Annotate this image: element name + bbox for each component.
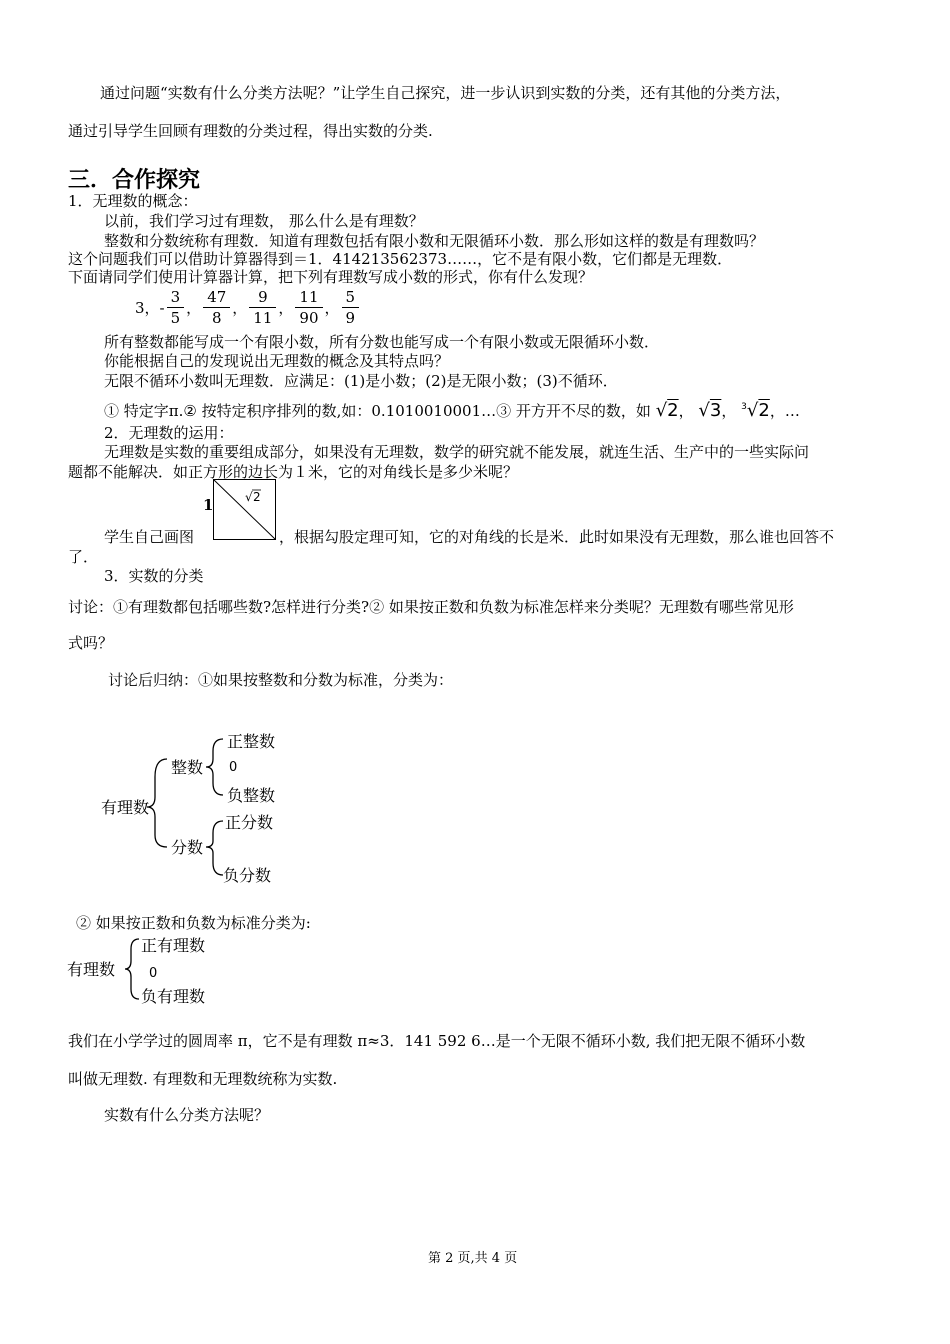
text-line-k-pre: 学生自己画图 xyxy=(104,528,195,546)
tree1-fraction: 分数 xyxy=(171,838,204,857)
tree2-root: 有理数 xyxy=(67,960,116,979)
text-line-c: 这个问题我们可以借助计算器得到＝1．414213562373……，它不是有限小数，它们都是无理数． xyxy=(68,250,733,268)
root-brace xyxy=(147,759,167,847)
tree2-positive: 正有理数 xyxy=(141,936,206,955)
item2-title: 2．无理数的运用： xyxy=(104,424,234,442)
tree2-negative: 负有理数 xyxy=(141,987,206,1006)
diagonal-label: 2 xyxy=(253,490,261,504)
pi-line-1: 我们在小学学过的圆周率 π，它不是有理数 π≈3．141 592 6…是一个无限不循环小数, 我们把无限不循环小数 xyxy=(68,1032,806,1050)
irrational-types: ① 特定字π.② 按特定积序排列的数,如：0.1010010001…③ 开方开不尽的数，如 xyxy=(104,402,651,420)
square-diagonal xyxy=(214,480,276,540)
summary-line: 讨论后归纳：①如果按整数和分数为标准，分类为： xyxy=(108,671,454,689)
text-line-d: 下面请同学们使用计算器计算，把下列有理数写成小数的形式，你有什么发现？ xyxy=(68,268,594,286)
tree1-zero: 0 xyxy=(229,760,238,775)
tree1-negative-fraction: 负分数 xyxy=(223,866,272,885)
fraction-list: 3，- $\frac{3}{5}$ ， $\frac{47}{8}$ ， $\frac{9}{11}$ ， $\frac{11}{90}$ ， $\frac{5}{9}$ xyxy=(135,287,361,328)
text-line-b: 整数和分数统称有理数．知道有理数包括有限小数和无限循环小数．那么形如这样的数是有理数吗？ xyxy=(104,232,765,250)
pi-line-2: 叫做无理数. 有理数和无理数统称为实数. xyxy=(68,1070,338,1088)
item3-title: 3．实数的分类 xyxy=(104,567,204,585)
tree2-brace xyxy=(125,939,139,999)
text-line-f: 你能根据自己的发现说出无理数的概念及其特点吗？ xyxy=(104,352,450,370)
text-line-k-post: ，根据勾股定理可知，它的对角线的长是米．此时如果没有无理数，那么谁也回答不 xyxy=(279,528,835,546)
fraction: $\frac{11}{90}$ xyxy=(295,287,322,328)
text-line-l: 了． xyxy=(68,548,99,566)
classification-tree-integer-fraction xyxy=(95,725,295,890)
tree1-root: 有理数 xyxy=(101,798,150,817)
cbrt-2: $^3$√2 xyxy=(741,400,770,421)
square-diagonal-diagram xyxy=(213,479,277,541)
fraction: $\frac{47}{8}$ xyxy=(203,287,230,328)
intro-line-2: 通过引导学生回顾有理数的分类过程，得出实数的分类. xyxy=(68,122,433,140)
tree1-positive-fraction: 正分数 xyxy=(225,813,274,832)
sqrt-3: √3 xyxy=(698,400,722,421)
integer-brace xyxy=(206,739,223,795)
classification-tree-sign xyxy=(65,933,225,1008)
tree1-integer: 整数 xyxy=(171,758,204,777)
discuss-line-2: 式吗？ xyxy=(68,634,114,652)
fraction-brace xyxy=(206,821,223,875)
closing-question: 实数有什么分类方法呢？ xyxy=(104,1106,270,1124)
tree1-positive-integer: 正整数 xyxy=(227,732,276,751)
text-line-e: 所有整数都能写成一个有限小数，所有分数也能写成一个有限小数或无限循环小数． xyxy=(104,333,660,351)
text-line-a: 以前，我们学习过有理数， 那么什么是有理数？ xyxy=(104,212,424,230)
tree2-zero: 0 xyxy=(149,966,158,981)
fraction-list-lead: 3，- xyxy=(135,299,165,317)
discuss-line-1: 讨论：①有理数都包括哪些数?怎样进行分类?② 如果按正数和负数为标准怎样来分类呢？无理数有哪些常见形 xyxy=(68,598,794,616)
text-line-g: 无限不循环小数叫无理数．应满足：(1)是小数；(2)是无限小数；(3)不循环． xyxy=(104,372,618,390)
sqrt-2: √2 xyxy=(655,400,679,421)
fraction: $\frac{5}{9}$ xyxy=(342,287,360,328)
page-footer: 第 2 页,共 4 页 xyxy=(428,1251,518,1266)
item1-title: 1．无理数的概念： xyxy=(68,192,198,210)
fraction: $\frac{9}{11}$ xyxy=(249,287,276,328)
square-side-label: 1 xyxy=(203,496,214,514)
text-line-i: 无理数是实数的重要组成部分，如果没有无理数，数学的研究就不能发展，就连生活、生产中的一些实际问 xyxy=(104,443,810,461)
fraction: $\frac{3}{5}$ xyxy=(167,287,185,328)
classification-2-title: ② 如果按正数和负数为标准分类为: xyxy=(76,914,311,932)
text-line-j: 题都不能解决．如正方形的边长为１米，它的对角线长是多少米呢？ xyxy=(68,463,519,481)
intro-line-1: 通过问题“实数有什么分类方法呢？”让学生自己探究，进一步认识到实数的分类，还有其他的分类方法， xyxy=(100,84,791,102)
diagonal-sqrt-symbol: √ xyxy=(245,490,253,504)
text-line-h: ① 特定字π.② 按特定积序排列的数,如：0.1010010001…③ 开方开不尽的数，如 √2， √3， $^3$√2，… xyxy=(104,400,800,421)
section-title: 三．合作探究 xyxy=(68,168,201,193)
tree1-negative-integer: 负整数 xyxy=(227,786,276,805)
